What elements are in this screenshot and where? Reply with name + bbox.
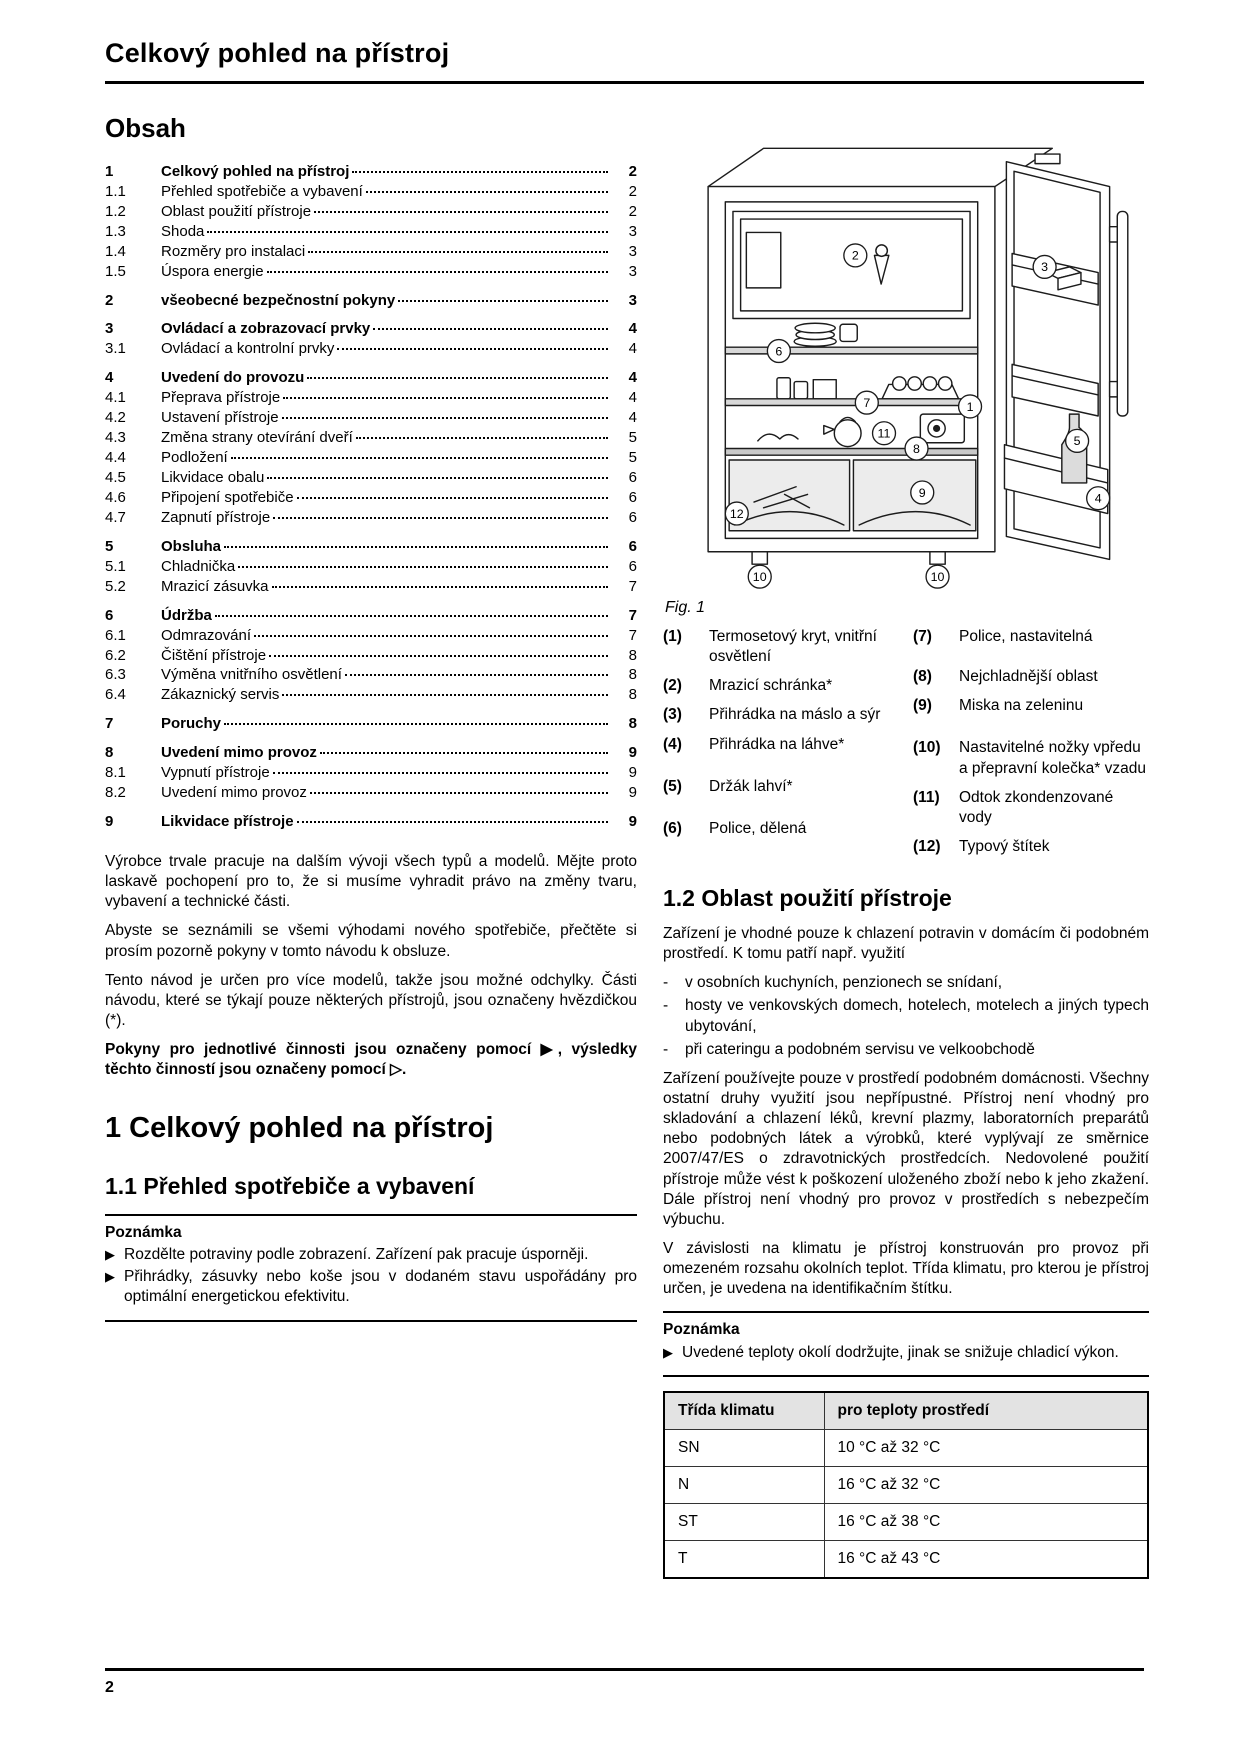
toc-dot-leader bbox=[314, 211, 608, 213]
callout-6: 6 bbox=[775, 344, 783, 359]
legend-num: (10) bbox=[913, 739, 941, 757]
fridge-figure bbox=[663, 112, 1149, 866]
toc-entry-number: 4.4 bbox=[105, 449, 126, 467]
legend-text: Držák lahví* bbox=[709, 777, 793, 795]
toc-entry-label: Uvedení mimo provoz bbox=[161, 744, 317, 762]
usage-bullet-list bbox=[663, 973, 1149, 1060]
toc-dot-leader bbox=[352, 171, 608, 173]
toc-row bbox=[105, 743, 637, 763]
callout-5: 5 bbox=[1073, 434, 1081, 449]
toc-entry-number: 4.1 bbox=[105, 389, 126, 407]
toc-entry-number: 1.2 bbox=[105, 202, 126, 220]
toc-entry-page: 4 bbox=[628, 389, 637, 407]
section-1-heading: 1 Celkový pohled na přístroj bbox=[105, 1112, 494, 1145]
toc-entry-number: 7 bbox=[105, 715, 114, 733]
toc-entry-page: 7 bbox=[628, 626, 637, 644]
toc-entry-label: všeobecné bezpečnostní pokyny bbox=[161, 291, 396, 309]
note-title: Poznámka bbox=[663, 1321, 740, 1339]
toc-dot-leader bbox=[269, 655, 608, 657]
toc-entry-number: 6.1 bbox=[105, 626, 126, 644]
legend-text: Odtok zkondenzované vody bbox=[959, 788, 1114, 826]
toc-entry-label: Likvidace přístroje bbox=[161, 813, 294, 831]
toc-row bbox=[105, 783, 637, 803]
table-row bbox=[664, 1541, 1148, 1579]
toc-entry-page: 8 bbox=[628, 686, 637, 704]
toc-row bbox=[105, 291, 637, 311]
toc-entry-page: 2 bbox=[628, 182, 637, 200]
note-box-right bbox=[663, 1311, 1149, 1376]
toc-entry-label: Údržba bbox=[161, 606, 212, 624]
toc-entry-number: 1.3 bbox=[105, 222, 126, 240]
toc-entry-number: 8.1 bbox=[105, 764, 126, 782]
callout-10-right: 10 bbox=[930, 570, 945, 585]
usage-paragraph-1: Zařízení je vhodné pouze k chlazení potravin v domácím či podobném prostředí. K tomu patří např. využití bbox=[663, 925, 1149, 963]
toc-row bbox=[105, 685, 637, 705]
toc-dot-leader bbox=[320, 752, 608, 754]
toc-dot-leader bbox=[215, 615, 608, 617]
toc-row bbox=[105, 162, 637, 182]
table-header-cell: pro teploty prostředí bbox=[824, 1392, 1148, 1430]
toc-dot-leader bbox=[373, 328, 608, 330]
toc-entry-number: 2 bbox=[105, 291, 114, 309]
toc-dot-leader bbox=[282, 417, 608, 419]
toc-entry-label: Chladnička bbox=[161, 557, 236, 575]
toc-row bbox=[105, 537, 637, 557]
toc-entry-label: Mrazicí zásuvka bbox=[161, 577, 269, 595]
toc-dot-leader bbox=[308, 251, 608, 253]
toc-entry-number: 3.1 bbox=[105, 340, 126, 358]
toc-row bbox=[105, 557, 637, 577]
toc-entry-number: 4.3 bbox=[105, 429, 126, 447]
toc-entry-label: Likvidace obalu bbox=[161, 469, 265, 487]
header-rule bbox=[105, 81, 1144, 84]
toc-entry-label: Oblast použití přístroje bbox=[161, 202, 312, 220]
usage-bullet-text: hosty ve venkovských domech, hotelech, motelech a jiných typech ubytování, bbox=[685, 997, 1149, 1035]
toc-row bbox=[105, 626, 637, 646]
toc-entry-label: Zapnutí přístroje bbox=[161, 508, 271, 526]
toc-entry-number: 4.5 bbox=[105, 469, 126, 487]
callout-12: 12 bbox=[729, 506, 744, 521]
intro-paragraph-1: Výrobce trvale pracuje na dalším vývoji všech typů a modelů. Mějte proto laskavě pochopení pro to, že si musíme vyhradit právo na změny tvaru, vybavení a technické části. bbox=[105, 853, 637, 911]
toc-entry-label: Přeprava přístroje bbox=[161, 389, 281, 407]
toc-entry-number: 1.5 bbox=[105, 262, 126, 280]
toc-dot-leader bbox=[224, 723, 608, 725]
toc-dot-leader bbox=[238, 566, 608, 568]
toc-entry-number: 8 bbox=[105, 744, 114, 762]
table-row bbox=[664, 1467, 1148, 1504]
toc-row bbox=[105, 468, 637, 488]
table-cell: N bbox=[664, 1467, 824, 1504]
table-row bbox=[664, 1429, 1148, 1466]
dash-marker: - bbox=[663, 997, 669, 1015]
note-bullet-text: Uvedené teploty okolí dodržujte, jinak se snižuje chladicí výkon. bbox=[682, 1343, 1119, 1361]
toc-entry-page: 5 bbox=[628, 449, 637, 467]
toc-dot-leader bbox=[273, 517, 608, 519]
toc-dot-leader bbox=[224, 546, 608, 548]
toc-entry-label: Shoda bbox=[161, 222, 205, 240]
legend-num: (1) bbox=[663, 628, 682, 646]
legend-text: Police, nastavitelná bbox=[959, 628, 1093, 646]
toc-row bbox=[105, 408, 637, 428]
table-cell: 16 °C až 38 °C bbox=[824, 1504, 1148, 1541]
footer-page-number: 2 bbox=[105, 1679, 114, 1696]
toc-entry-number: 4.7 bbox=[105, 508, 126, 526]
toc-entry-label: Obsluha bbox=[161, 537, 222, 555]
legend-num: (9) bbox=[913, 697, 932, 715]
note-title: Poznámka bbox=[105, 1224, 182, 1241]
toc-entry-label: Přehled spotřebiče a vybavení bbox=[161, 182, 363, 200]
usage-bullet bbox=[663, 973, 1149, 993]
toc-entry-number: 6.2 bbox=[105, 646, 126, 664]
page-footer bbox=[105, 1668, 1144, 1699]
toc-entry-label: Vypnutí přístroje bbox=[161, 764, 270, 782]
legend-right-column bbox=[913, 627, 1149, 866]
toc-entry-number: 1.1 bbox=[105, 182, 126, 200]
toc-entry-label: Ovládací a kontrolní prvky bbox=[161, 340, 335, 358]
table-header-cell: Třída klimatu bbox=[664, 1392, 824, 1430]
toc-entry-number: 6.3 bbox=[105, 666, 126, 684]
legend-num: (8) bbox=[913, 668, 932, 686]
toc-row bbox=[105, 368, 637, 388]
legend-text: Termosetový kryt, vnitřní osvětlení bbox=[709, 628, 877, 666]
toc-entry-page: 7 bbox=[628, 577, 637, 595]
toc-row bbox=[105, 488, 637, 508]
toc-dot-leader bbox=[267, 477, 608, 479]
toc-entry-label: Ovládací a zobrazovací prvky bbox=[161, 320, 371, 338]
toc-entry-page: 2 bbox=[628, 162, 637, 180]
toc-entry-page: 4 bbox=[628, 320, 637, 338]
fridge-illustration bbox=[663, 112, 1149, 590]
toc-dot-leader bbox=[337, 348, 608, 350]
usage-paragraph-2: Zařízení používejte pouze v prostředí podobném domácnosti. Všechny ostatní druhy využití jsou nepřípustné. Přístroj není vhodný pro skladování a chlazení léků, krevní plazmy, laboratorních preparátů nebo podobných látek a výrobků, které vyplývají ze směrnice 2007/47/ES o zdravotnických prostředcích. Nedovolené použití přístroje může vést k poškození uloženého zboží nebo k jeho zkažení. Dále přístroj není vhodný pro provoz v prostředích s nebezpečím výbuchu. bbox=[663, 1069, 1149, 1228]
toc-entry-page: 8 bbox=[628, 715, 637, 733]
callout-11: 11 bbox=[877, 426, 891, 441]
toc-entry-number: 9 bbox=[105, 813, 114, 831]
usage-bullet-text: v osobních kuchyních, penzionech se snídaní, bbox=[685, 974, 1003, 992]
instruction-arrow-icon: ▶ bbox=[105, 1269, 115, 1285]
toc-entry-page: 4 bbox=[628, 340, 637, 358]
toc-entry-page: 2 bbox=[628, 202, 637, 220]
toc-dot-leader bbox=[207, 231, 608, 233]
toc-entry-page: 9 bbox=[628, 764, 637, 782]
callout-8: 8 bbox=[913, 441, 920, 456]
table-cell: SN bbox=[664, 1429, 824, 1466]
legend-text: Nastavitelné nožky vpředu a přepravní kolečka* vzadu bbox=[959, 739, 1146, 777]
legend-num: (12) bbox=[913, 838, 941, 856]
toc-entry-label: Odmrazování bbox=[161, 626, 252, 644]
toc-dot-leader bbox=[272, 586, 608, 588]
table-cell: T bbox=[664, 1541, 824, 1579]
toc-entry-page: 6 bbox=[628, 557, 637, 575]
toc-row bbox=[105, 763, 637, 783]
usage-bullet bbox=[663, 996, 1149, 1036]
toc-entry-page: 3 bbox=[628, 262, 637, 280]
toc-row bbox=[105, 428, 637, 448]
left-column bbox=[105, 110, 637, 1579]
toc-row bbox=[105, 388, 637, 408]
legend-num: (4) bbox=[663, 735, 682, 753]
page-title: Celkový pohled na přístroj bbox=[105, 38, 450, 68]
toc-entry-number: 3 bbox=[105, 320, 114, 338]
table-cell: 10 °C až 32 °C bbox=[824, 1429, 1148, 1466]
table-header-row bbox=[664, 1392, 1148, 1430]
callout-9: 9 bbox=[918, 485, 926, 500]
toc-dot-leader bbox=[307, 377, 608, 379]
toc-entry-page: 5 bbox=[628, 429, 637, 447]
toc-entry-number: 6 bbox=[105, 606, 114, 624]
legend-left-column bbox=[663, 627, 899, 866]
section-1-1-heading: 1.1 Přehled spotřebiče a vybavení bbox=[105, 1173, 475, 1200]
toc-dot-leader bbox=[282, 694, 608, 696]
legend-text: Typový štítek bbox=[959, 838, 1050, 856]
toc-entry-number: 4.6 bbox=[105, 488, 126, 506]
legend-text: Nejchladnější oblast bbox=[959, 668, 1098, 686]
usage-paragraph-3: V závislosti na klimatu je přístroj konstruován pro provoz při omezeném rozsahu okolních teplot. Třída klimatu, pro kterou je přístroj určen, je uvedena na identifikačním štítku. bbox=[663, 1240, 1149, 1298]
note-bullet bbox=[105, 1245, 637, 1265]
instruction-arrow-icon: ▶ bbox=[105, 1247, 115, 1263]
toc-entry-label: Poruchy bbox=[161, 715, 222, 733]
section-1-2-heading: 1.2 Oblast použití přístroje bbox=[663, 885, 952, 912]
legend-num: (3) bbox=[663, 706, 682, 724]
toc-dot-leader bbox=[283, 397, 608, 399]
toc-entry-label: Čištění přístroje bbox=[161, 646, 267, 664]
toc-entry-page: 9 bbox=[628, 744, 637, 762]
callout-10-left: 10 bbox=[752, 570, 767, 585]
toc-row bbox=[105, 646, 637, 666]
legend-num: (7) bbox=[913, 628, 932, 646]
toc-title: Obsah bbox=[105, 113, 186, 144]
dash-marker: - bbox=[663, 1040, 669, 1058]
toc-entry-page: 3 bbox=[628, 242, 637, 260]
toc-entry-label: Rozměry pro instalaci bbox=[161, 242, 306, 260]
toc-dot-leader bbox=[356, 437, 608, 439]
toc-entry-number: 5.1 bbox=[105, 557, 126, 575]
toc-entry-page: 6 bbox=[628, 508, 637, 526]
toc-entry-label: Podložení bbox=[161, 449, 228, 467]
intro-paragraph-3: Tento návod je určen pro více modelů, takže jsou možné odchylky. Části návodu, které se týkají pouze některých přístrojů, jsou označeny hvězdičkou (*). bbox=[105, 971, 637, 1029]
toc-entry-page: 9 bbox=[628, 813, 637, 831]
toc-entry-label: Uvedení do provozu bbox=[161, 369, 305, 387]
dash-marker: - bbox=[663, 974, 669, 992]
intro-paragraph-symbols: Pokyny pro jednotlivé činnosti jsou označeny pomocí ▶, výsledky těchto činností jsou označeny pomocí ▷. bbox=[105, 1041, 637, 1079]
toc-row bbox=[105, 339, 637, 359]
toc-dot-leader bbox=[231, 457, 608, 459]
callout-2: 2 bbox=[851, 248, 859, 263]
toc-dot-leader bbox=[398, 300, 608, 302]
toc-entry-label: Ustavení přístroje bbox=[161, 409, 279, 427]
toc-row bbox=[105, 222, 637, 242]
toc-row bbox=[105, 448, 637, 468]
toc-row bbox=[105, 242, 637, 262]
toc-dot-leader bbox=[254, 635, 608, 637]
toc-entry-number: 1.4 bbox=[105, 242, 126, 260]
table-cell: 16 °C až 43 °C bbox=[824, 1541, 1148, 1579]
toc-dot-leader bbox=[273, 772, 608, 774]
toc-entry-page: 3 bbox=[628, 222, 637, 240]
legend-text: Police, dělená bbox=[709, 819, 807, 837]
toc-dot-leader bbox=[345, 674, 608, 676]
table-cell: ST bbox=[664, 1504, 824, 1541]
toc-dot-leader bbox=[297, 821, 608, 823]
note-bullet bbox=[105, 1267, 637, 1307]
table-cell: 16 °C až 32 °C bbox=[824, 1467, 1148, 1504]
legend-num: (5) bbox=[663, 777, 682, 795]
callout-3: 3 bbox=[1041, 260, 1049, 275]
toc-row bbox=[105, 665, 637, 685]
toc-entry-label: Úspora energie bbox=[161, 262, 264, 280]
callout-4: 4 bbox=[1094, 491, 1102, 506]
toc-row bbox=[105, 812, 637, 832]
toc-row bbox=[105, 508, 637, 528]
table-row bbox=[664, 1504, 1148, 1541]
toc-entry-page: 8 bbox=[628, 646, 637, 664]
toc-entry-label: Výměna vnitřního osvětlení bbox=[161, 666, 342, 684]
figure-caption: Fig. 1 bbox=[665, 599, 706, 617]
toc-entry-number: 4.2 bbox=[105, 409, 126, 427]
toc-entry-page: 8 bbox=[628, 666, 637, 684]
legend-text: Mrazicí schránka* bbox=[709, 677, 833, 695]
toc-entry-label: Zákaznický servis bbox=[161, 686, 280, 704]
toc-row bbox=[105, 202, 637, 222]
usage-bullet-text: při cateringu a podobném servisu ve velkoobchodě bbox=[685, 1040, 1035, 1058]
usage-bullet bbox=[663, 1040, 1149, 1060]
toc-dot-leader bbox=[366, 191, 608, 193]
toc-entry-page: 6 bbox=[628, 537, 637, 555]
toc-entry-number: 5 bbox=[105, 537, 114, 555]
note-bullet bbox=[663, 1343, 1149, 1363]
toc-entry-number: 1 bbox=[105, 162, 114, 180]
toc-entry-page: 9 bbox=[628, 784, 637, 802]
toc-entry-number: 6.4 bbox=[105, 686, 126, 704]
toc-entry-page: 7 bbox=[628, 606, 637, 624]
right-column bbox=[663, 110, 1149, 1579]
legend-num: (11) bbox=[913, 788, 940, 806]
toc-entry-page: 6 bbox=[628, 488, 637, 506]
toc-entry-label: Celkový pohled na přístroj bbox=[161, 162, 350, 180]
toc-row bbox=[105, 577, 637, 597]
toc-row bbox=[105, 606, 637, 626]
toc-row bbox=[105, 714, 637, 734]
note-bullet-text: Rozdělte potraviny podle zobrazení. Zařízení pak pracuje úsporněji. bbox=[124, 1246, 589, 1264]
instruction-arrow-icon: ▶ bbox=[663, 1344, 673, 1360]
toc-dot-leader bbox=[267, 271, 608, 273]
toc-entry-label: Změna strany otevírání dveří bbox=[161, 429, 353, 447]
note-bullet-text: Přihrádky, zásuvky nebo koše jsou v dodaném stavu uspořádány pro optimální energetickou efektivitu. bbox=[124, 1268, 637, 1306]
legend-text: Přihrádka na láhve* bbox=[709, 735, 845, 753]
toc-entry-page: 4 bbox=[628, 369, 637, 387]
toc-entry-label: Připojení spotřebiče bbox=[161, 488, 294, 506]
legend-text: Přihrádka na máslo a sýr bbox=[709, 706, 881, 724]
climate-class-table bbox=[663, 1391, 1149, 1580]
toc-row bbox=[105, 262, 637, 282]
toc-entry-label: Uvedení mimo provoz bbox=[161, 784, 307, 802]
legend-num: (2) bbox=[663, 677, 682, 695]
toc-list bbox=[105, 162, 637, 832]
toc-entry-page: 4 bbox=[628, 409, 637, 427]
intro-paragraph-2: Abyste se seznámili se všemi výhodami nového spotřebiče, přečtěte si prosím pozorně pokyny v tomto návodu k obsluze. bbox=[105, 922, 637, 960]
toc-dot-leader bbox=[297, 497, 608, 499]
note-box-left bbox=[105, 1214, 637, 1322]
callout-7: 7 bbox=[863, 396, 871, 411]
toc-dot-leader bbox=[310, 792, 608, 794]
toc-entry-page: 3 bbox=[628, 291, 637, 309]
toc-row bbox=[105, 319, 637, 339]
legend-num: (6) bbox=[663, 819, 682, 837]
callout-1: 1 bbox=[966, 399, 974, 414]
toc-entry-number: 4 bbox=[105, 369, 114, 387]
legend-text: Miska na zeleninu bbox=[959, 697, 1084, 715]
figure-legend bbox=[663, 627, 1149, 866]
toc-entry-page: 6 bbox=[628, 469, 637, 487]
toc-entry-number: 8.2 bbox=[105, 784, 126, 802]
toc-entry-number: 5.2 bbox=[105, 577, 126, 595]
toc-row bbox=[105, 182, 637, 202]
